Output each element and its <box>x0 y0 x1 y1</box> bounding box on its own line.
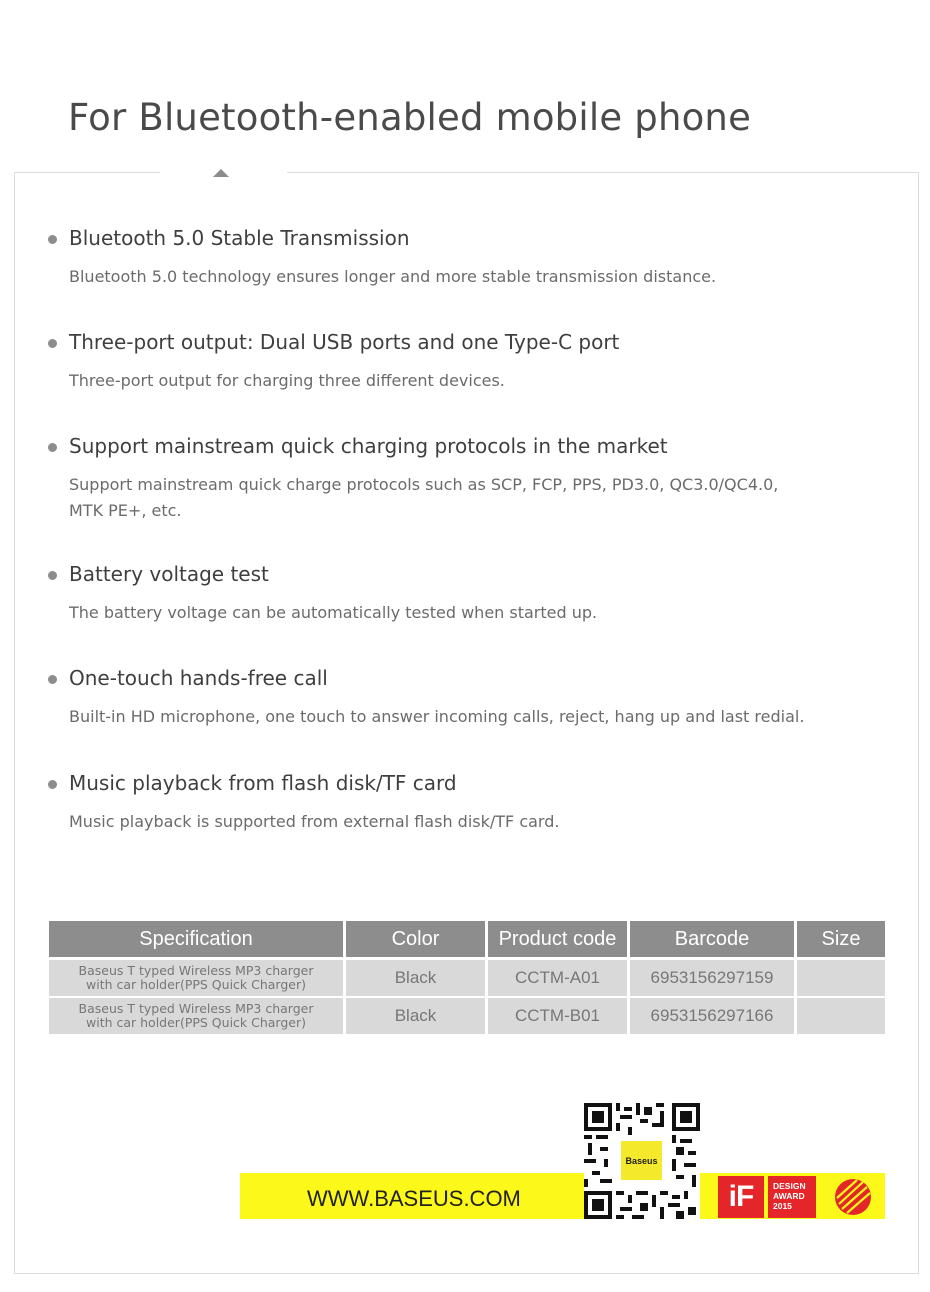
qr-brand-logo: Baseus <box>619 1139 664 1182</box>
spec-line: Baseus T typed Wireless MP3 charger <box>78 1001 314 1016</box>
feature-title: One-touch hands-free call <box>69 666 328 690</box>
cell-size <box>797 960 885 996</box>
feature-description: Three-port output for charging three different devices. <box>69 371 505 390</box>
feature-description: The battery voltage can be automatically tested when started up. <box>69 603 598 622</box>
cell-specification <box>49 998 343 1034</box>
cell-barcode: 6953156297159 <box>630 960 794 996</box>
bullet-icon <box>48 443 57 452</box>
bullet-icon <box>48 571 57 580</box>
header-barcode: Barcode <box>630 921 794 957</box>
caret-up-icon <box>213 169 229 177</box>
header-color: Color <box>346 921 485 957</box>
feature-title: Support mainstream quick charging protocols in the market <box>69 434 668 458</box>
feature-title: Bluetooth 5.0 Stable Transmission <box>69 226 410 250</box>
cell-barcode: 6953156297166 <box>630 998 794 1034</box>
cell-product-code: CCTM-A01 <box>488 960 627 996</box>
if-logo: iF <box>718 1176 764 1218</box>
spec-line: with car holder(PPS Quick Charger) <box>86 977 306 992</box>
header-specification: Specification <box>49 921 343 957</box>
cell-size <box>797 998 885 1034</box>
panel-top-border-left <box>14 172 160 173</box>
award-line: 2015 <box>773 1201 792 1211</box>
cell-color: Black <box>346 960 485 996</box>
cell-product-code: CCTM-B01 <box>488 998 627 1034</box>
cell-color: Black <box>346 998 485 1034</box>
feature-title: Music playback from flash disk/TF card <box>69 771 457 795</box>
reddot-award-icon <box>833 1176 873 1218</box>
page-title: For Bluetooth-enabled mobile phone <box>68 96 752 139</box>
bullet-icon <box>48 235 57 244</box>
bullet-icon <box>48 675 57 684</box>
panel-top-border-right <box>287 172 919 173</box>
bullet-icon <box>48 339 57 348</box>
feature-description: Built-in HD microphone, one touch to answer incoming calls, reject, hang up and last redial. <box>69 707 805 726</box>
spec-line: Baseus T typed Wireless MP3 charger <box>78 963 314 978</box>
header-size: Size <box>797 921 885 957</box>
feature-description: Music playback is supported from external flash disk/TF card. <box>69 812 560 831</box>
feature-description: Bluetooth 5.0 technology ensures longer and more stable transmission distance. <box>69 267 717 286</box>
design-award-badge <box>768 1176 816 1218</box>
website-link[interactable]: WWW.BASEUS.COM <box>307 1186 521 1211</box>
award-line: AWARD <box>773 1191 805 1201</box>
feature-description: Support mainstream quick charge protocols such as SCP, FCP, PPS, PD3.0, QC3.0/QC4.0, MTK PE+, etc. <box>69 475 779 520</box>
feature-title: Battery voltage test <box>69 562 269 586</box>
award-line: DESIGN <box>773 1181 806 1191</box>
spec-line: with car holder(PPS Quick Charger) <box>86 1015 306 1030</box>
cell-specification <box>49 960 343 996</box>
bullet-icon <box>48 780 57 789</box>
feature-title: Three-port output: Dual USB ports and one Type-C port <box>69 330 620 354</box>
header-product-code: Product code <box>488 921 627 957</box>
